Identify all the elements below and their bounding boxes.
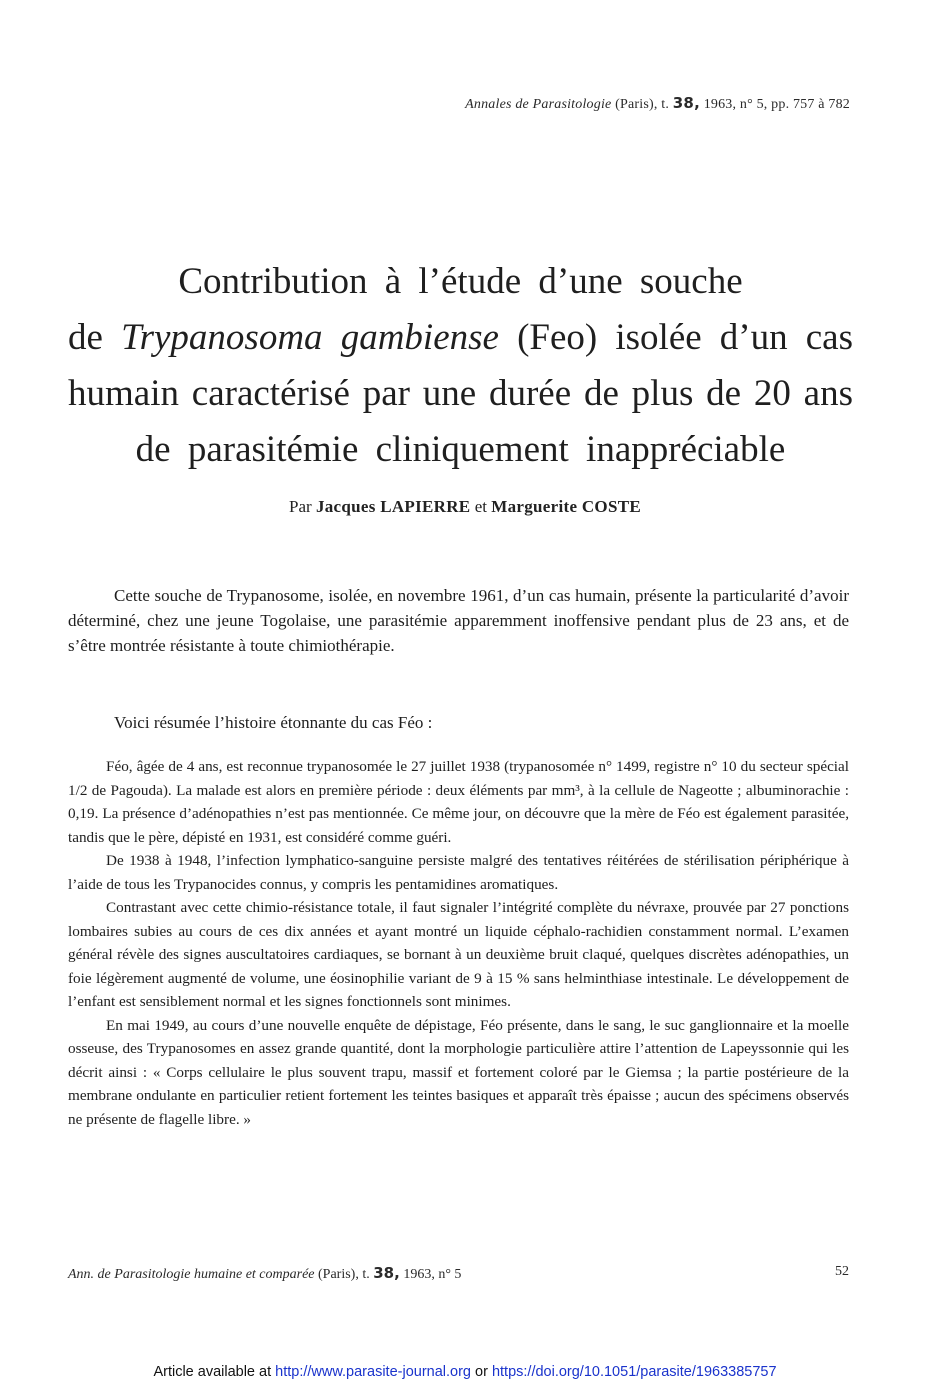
journal-link[interactable]: http://www.parasite-journal.org xyxy=(275,1364,471,1380)
abstract: Cette souche de Trypanosome, isolée, en novembre 1961, d’un cas humain, présente la particularité d’avoir déterminé, chez une jeune Togolaise, une parasitémie apparemment inoffensive pendant plus de 23 ans, et de s’être montrée résistante à toute chimiothérapie. xyxy=(68,586,849,655)
page-footer xyxy=(68,1264,849,1283)
author-1: Jacques LAPIERRE xyxy=(315,497,471,516)
paragraph: De 1938 à 1948, l’infection lymphatico-sanguine persiste malgré des tentatives réitérées de stérilisation périphérique à l’aide de tous les Trypanocides connus, y compris les pentamidines aromatiques. xyxy=(68,852,849,893)
title-line-3: humain caractérisé par une durée de plus de 20 ans xyxy=(68,373,853,414)
author-2: Marguerite COSTE xyxy=(491,497,641,516)
running-head-volume: 38, xyxy=(672,94,700,112)
footer-issue: 1963, n° 5 xyxy=(403,1267,462,1282)
authors-prefix: Par xyxy=(289,497,312,516)
title-line-4: de parasitémie cliniquement inappréciable xyxy=(135,429,786,470)
running-head-journal: Annales de Parasitologie xyxy=(465,97,612,112)
running-head xyxy=(465,94,850,113)
footer-location: (Paris), t. xyxy=(318,1267,370,1282)
authors-conjunction: et xyxy=(474,497,487,516)
article-title xyxy=(68,254,853,478)
paragraph: Contrastant avec cette chimio-résistance totale, il faut signaler l’intégrité complète du névraxe, prouvée par 27 ponctions lombaires subies au cours de ces dix années et ayant montré un liquide céphalo-rachidien constamment normal. L’examen général révèle des signes auscultatoires cardiaques, se bornant à un deuxième bruit claqué, quelques discrètes adénopathies, un foie légèrement augmenté de volume, une éosinophilie variant de 9 à 15 % sans helminthiase intestinale. Le développement de l’enfant est sensiblement normal et les signes fonctionnels sont minimes. xyxy=(68,899,849,1010)
paragraph: En mai 1949, au cours d’une nouvelle enquête de dépistage, Féo présente, dans le sang, le suc ganglionnaire et la moelle osseuse, des Trypanosomes en assez grande quantité, dont la morphologie particulière attire l’attention de Lapeyssonnie qui les décrit ainsi : « Corps cellulaire le plus souvent trapu, massif et fortement coloré par le Giemsa ; la partie postérieure de la membrane ondulante en particulier retient fortement les teintes basiques et apparaît très épaisse ; aucun des spécimens observés ne présente de flagelle libre. » xyxy=(68,1016,849,1128)
footer-volume: 38, xyxy=(373,1264,400,1282)
body-text xyxy=(68,755,849,1131)
title-line-2 xyxy=(68,310,853,366)
running-head-location: (Paris), t. xyxy=(615,97,670,112)
availability-prefix: Article available at xyxy=(153,1364,272,1380)
footer-journal: Ann. de Parasitologie humaine et comparée xyxy=(68,1267,315,1282)
title-species-name: Trypanosoma gambiense xyxy=(121,317,499,358)
running-head-issue: 1963, n° 5, pp. 757 à 782 xyxy=(703,97,850,112)
title-line-2-suffix: (Feo) isolée d’un cas xyxy=(517,317,853,358)
title-line-1: Contribution à l’étude d’une souche xyxy=(178,261,743,302)
intro-sentence: Voici résumée l’histoire étonnante du cas Féo : xyxy=(114,713,433,732)
page-number: 52 xyxy=(835,1264,849,1279)
authors-line xyxy=(0,497,930,517)
doi-link[interactable]: https://doi.org/10.1051/parasite/1963385757 xyxy=(491,1364,777,1380)
paragraph: Féo, âgée de 4 ans, est reconnue trypanosomée le 27 juillet 1938 (trypanosomée n° 1499, registre n° 10 du secteur spécial 1/2 de Pagouda). La malade est alors en première période : deux éléments par mm³, à la cellule de Nageotte ; albuminorachie : 0,19. La présence d’adénopathies n’est pas mentionnée. Ce même jour, on découvre que la mère de Féo est également parasitée, tandis que le père, dépisté en 1931, est considéré comme guéri. xyxy=(68,758,849,846)
availability-conjunction: or xyxy=(475,1364,488,1380)
availability-notice xyxy=(0,1364,930,1380)
title-line-2-prefix: de xyxy=(68,317,103,358)
